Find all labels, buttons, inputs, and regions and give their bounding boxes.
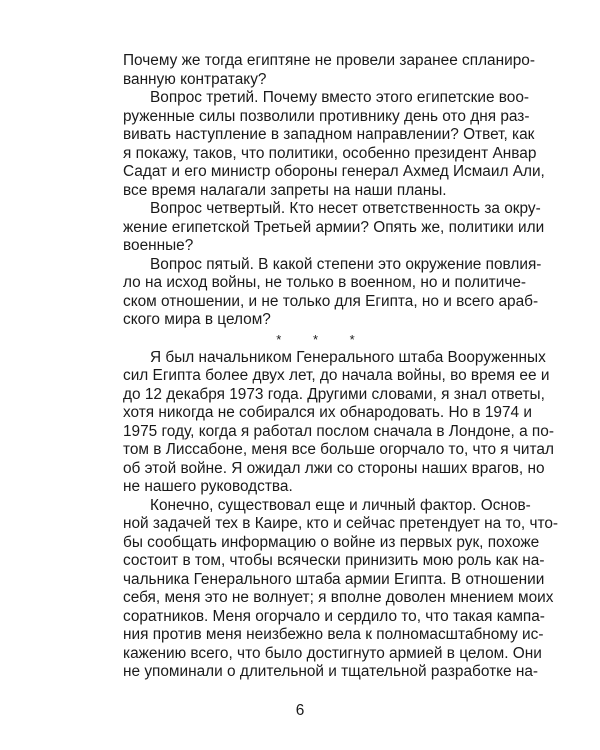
paragraph xyxy=(123,496,559,682)
text-line: соратников. Меня огорчало и сердило то, что такая кампа- xyxy=(123,607,545,625)
text-line: Садат и его министр обороны генерал Ахмед Исмаил Али, xyxy=(123,163,545,180)
text-line: Вопрос четвертый. Кто несет ответственность за окру- xyxy=(150,200,541,217)
text-line: ло на исход войны, не только в военном, но и политиче- xyxy=(123,274,527,291)
section-separator: * * * xyxy=(276,331,369,347)
page-body xyxy=(123,52,559,682)
text-line: ной задачей тех в Каире, кто и сейчас претендует на то, что- xyxy=(123,515,559,532)
text-line: Вопрос пятый. В какой степени это окружение повлия- xyxy=(150,255,542,273)
text-line: себя, меня это не волнует; я вполне доволен мнением моих xyxy=(123,589,554,606)
text-line: жение египетской Третьей армии? Опять же, политики или xyxy=(123,218,545,236)
text-line: все время налагали запреты на наши планы. xyxy=(123,181,447,199)
text-line: 1975 году, когда я работал послом сначала в Лондоне, а по- xyxy=(123,422,554,440)
text-line: не нашего руководства. xyxy=(123,478,293,495)
paragraph xyxy=(123,200,545,256)
text-line: вивать наступление в западном направлении? Ответ, как xyxy=(123,126,535,143)
text-line: хотя никогда не собирался их обнародовать. Но в 1974 и xyxy=(123,404,532,421)
text-line: до 12 декабря 1973 года. Другими словами, я знал ответы, xyxy=(123,385,545,403)
text-section-questions xyxy=(123,52,545,330)
text-line: Почему же тогда египтяне не провели заранее спланиро- xyxy=(123,52,535,69)
text-line: военные? xyxy=(123,237,194,254)
text-line: чальника Генерального штаба армии Египта. В отношении xyxy=(123,570,545,588)
text-line: бы сообщать информацию о войне из первых рук, похоже xyxy=(123,533,540,551)
text-line: я покажу, таков, что политики, особенно президент Анвар xyxy=(123,144,537,162)
paragraph xyxy=(123,89,545,200)
text-line: сил Египта более двух лет, до начала войны, во время ее и xyxy=(123,367,550,384)
text-line: руженные силы позволили противнику день ото дня раз- xyxy=(123,107,530,125)
text-line: ского мира в целом? xyxy=(123,311,271,328)
text-line: кажению всего, что было достигнуто армией в целом. Они xyxy=(123,644,542,662)
paragraph xyxy=(123,52,535,89)
text-line: не упоминали о длительной и тщательной разработке на- xyxy=(123,663,539,680)
text-line: ском отношении, и не только для Египта, но и всего араб- xyxy=(123,292,539,310)
text-section-narrative xyxy=(123,348,559,682)
text-line: состоит в том, чтобы всячески принизить мою роль как на- xyxy=(123,552,545,569)
text-line: Конечно, существовал еще и личный фактор. Основ- xyxy=(150,496,531,514)
text-line: том в Лиссабоне, меня все больше огорчало то, что я читал xyxy=(123,441,554,458)
text-line: ния против меня неизбежно вела к полномасштабному ис- xyxy=(123,626,544,643)
page-number: 6 xyxy=(295,702,305,719)
text-line: об этой войне. Я ожидал лжи со стороны наших врагов, но xyxy=(123,459,545,477)
text-line: Я был начальником Генерального штаба Вооруженных xyxy=(150,348,546,366)
text-line: Вопрос третий. Почему вместо этого египетские воо- xyxy=(150,89,530,106)
text-line: ванную контратаку? xyxy=(123,70,267,88)
paragraph xyxy=(123,348,554,497)
